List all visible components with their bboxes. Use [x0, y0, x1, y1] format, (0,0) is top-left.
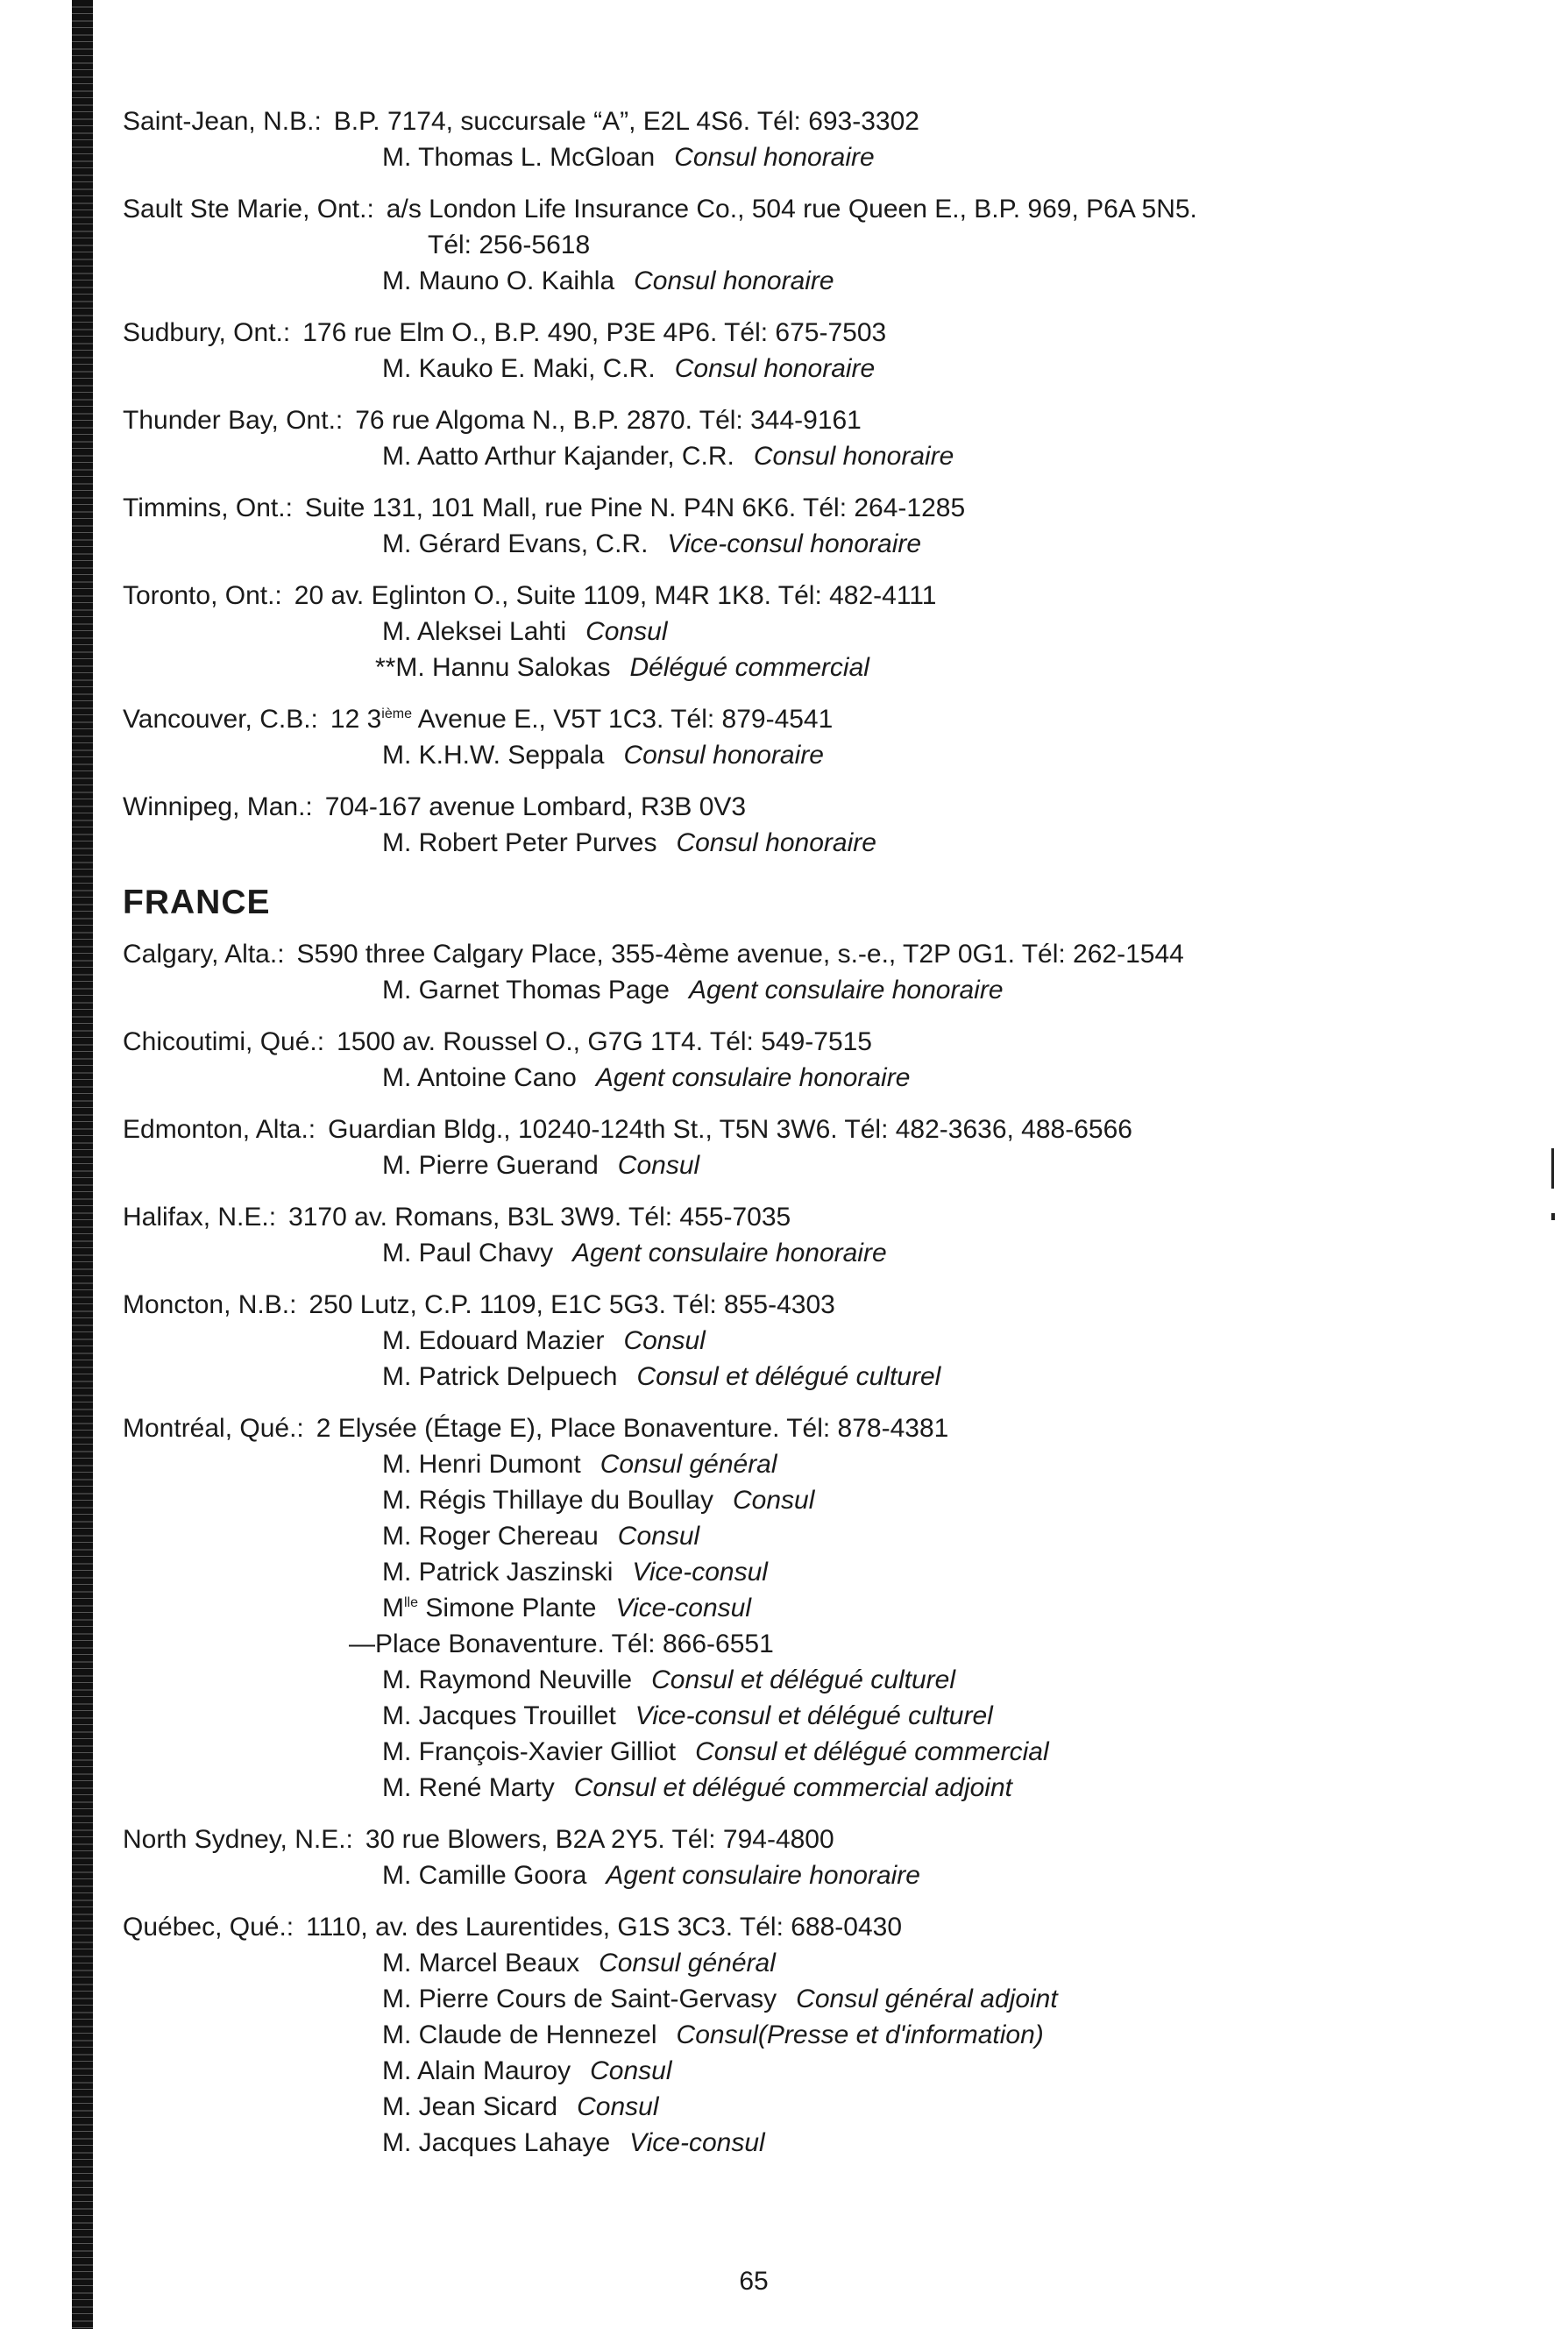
city-label: Moncton, N.B.:: [123, 1290, 297, 1319]
directory-page: [123, 103, 1420, 2176]
entry-chicoutimi: [123, 1024, 1420, 1096]
person-name: M. Alain Mauroy: [382, 2056, 571, 2085]
person-title: Consul général: [600, 1450, 777, 1479]
person-row: [123, 526, 1420, 562]
entry-calgary: [123, 936, 1420, 1008]
address: 1110, av. des Laurentides, G1S 3C3. Tél: 688-0430: [306, 1913, 903, 1942]
person-row: [123, 1359, 1420, 1395]
address: Suite 131, 101 Mall, rue Pine N. P4N 6K6. Tél: 264-1285: [304, 493, 966, 522]
person-title: Consul général adjoint: [796, 1985, 1058, 2013]
person-name: M. Mauno O. Kaihla: [382, 266, 615, 295]
person-row: [123, 1662, 1420, 1698]
person-row: [123, 825, 1420, 861]
person-row: [123, 737, 1420, 773]
person-name: M. Henri Dumont: [382, 1450, 581, 1479]
city-label: Vancouver, C.B.:: [123, 705, 318, 734]
person-name: M. Paul Chavy: [382, 1239, 554, 1267]
person-title: Agent consulaire honoraire: [595, 1063, 911, 1092]
city-label: Saint-Jean, N.B.:: [123, 107, 322, 136]
person-row: [123, 1554, 1420, 1590]
person-row: [123, 1857, 1420, 1893]
person-row: [123, 2089, 1420, 2125]
person-row: [123, 1446, 1420, 1482]
entry-saint-jean: [123, 103, 1420, 175]
person-title: Vice-consul: [615, 1594, 751, 1622]
scan-mark: [1551, 1148, 1554, 1189]
address: 12 3ième Avenue E., V5T 1C3. Tél: 879-4541: [330, 705, 834, 734]
person-name: $M^{lle}$ Simone Plante: [382, 1594, 597, 1622]
person-title: Consul: [617, 1522, 700, 1551]
person-row: [123, 650, 1420, 685]
canada-section: [123, 103, 1420, 861]
person-row: [123, 1482, 1420, 1518]
person-row: [123, 2017, 1420, 2053]
entry-vancouver: [123, 701, 1420, 773]
person-title: Vice-consul et délégué culturel: [635, 1701, 993, 1730]
person-title: Consul(Presse et d'information): [676, 2020, 1044, 2049]
person-row: [123, 351, 1420, 387]
address: 176 rue Elm O., B.P. 490, P3E 4P6. Tél: 675-7503: [302, 318, 887, 347]
city-label: Calgary, Alta.:: [123, 940, 285, 969]
person-title: Consul et délégué culturel: [636, 1362, 941, 1391]
person-title: Consul honoraire: [674, 143, 875, 172]
person-name: M. Robert Peter Purves: [382, 828, 657, 857]
city-label: Sault Ste Marie, Ont.:: [123, 195, 374, 224]
city-label: Edmonton, Alta.:: [123, 1115, 316, 1144]
person-name: **M. Hannu Salokas: [375, 653, 611, 682]
entry-winnipeg: [123, 789, 1420, 861]
address: 250 Lutz, C.P. 1109, E1C 5G3. Tél: 855-4303: [309, 1290, 835, 1319]
person-title: Consul: [732, 1486, 815, 1515]
person-title: Vice-consul: [632, 1558, 768, 1587]
city-label: Timmins, Ont.:: [123, 493, 293, 522]
person-row: [123, 614, 1420, 650]
city-label: Sudbury, Ont.:: [123, 318, 291, 347]
person-row: [123, 2053, 1420, 2089]
scan-artifacts: [1551, 1148, 1557, 1220]
page-binding-edge: [72, 0, 93, 2329]
city-label: Winnipeg, Man.:: [123, 792, 313, 821]
person-name: M. Antoine Cano: [382, 1063, 577, 1092]
person-name: M. Patrick Delpuech: [382, 1362, 618, 1391]
person-title: Délégué commercial: [629, 653, 869, 682]
entry-sudbury: [123, 315, 1420, 387]
person-name: M. René Marty: [382, 1773, 555, 1802]
person-row: [123, 1770, 1420, 1806]
address: S590 three Calgary Place, 355-4ème avenue, s.-e., T2P 0G1. Tél: 262-1544: [296, 940, 1184, 969]
address: 3170 av. Romans, B3L 3W9. Tél: 455-7035: [288, 1203, 791, 1232]
address: B.P. 7174, succursale “A”, E2L 4S6. Tél: 693-3302: [333, 107, 919, 136]
city-label: North Sydney, N.E.:: [123, 1825, 353, 1854]
entry-timmins: [123, 490, 1420, 562]
person-name: M. Edouard Mazier: [382, 1326, 605, 1355]
person-row: [123, 1518, 1420, 1554]
person-name: M. Jacques Trouillet: [382, 1701, 616, 1730]
person-name: M. Claude de Hennezel: [382, 2020, 657, 2049]
entry-montreal: [123, 1410, 1420, 1806]
person-row: [123, 139, 1420, 175]
person-row: [123, 2125, 1420, 2161]
person-name: M. Jean Sicard: [382, 2092, 558, 2121]
entry-moncton: [123, 1287, 1420, 1395]
address: a/s London Life Insurance Co., 504 rue Queen E., B.P. 969, P6A 5N5.: [386, 195, 1197, 224]
person-name: M. Gérard Evans, C.R.: [382, 529, 649, 558]
page-number: 65: [739, 2267, 769, 2296]
person-title: Vice-consul honoraire: [667, 529, 922, 558]
person-title: Vice-consul: [629, 2128, 765, 2157]
city-label: Toronto, Ont.:: [123, 581, 282, 610]
person-title: Consul: [585, 617, 668, 646]
france-section: [123, 936, 1420, 2161]
address: 76 rue Algoma N., B.P. 2870. Tél: 344-9161: [355, 406, 862, 435]
person-title: Consul honoraire: [676, 828, 876, 857]
person-title: Consul et délégué commercial adjoint: [573, 1773, 1012, 1802]
person-title: Consul général: [599, 1949, 776, 1978]
person-row: [123, 263, 1420, 299]
person-name: M. K.H.W. Seppala: [382, 741, 605, 770]
person-row: [123, 1698, 1420, 1734]
person-name: M. Kauko E. Maki, C.R.: [382, 354, 656, 383]
city-label: Chicoutimi, Qué.:: [123, 1027, 325, 1056]
city-label: Québec, Qué.:: [123, 1913, 294, 1942]
person-row: [123, 438, 1420, 474]
person-name: M. Roger Chereau: [382, 1522, 599, 1551]
person-row: [123, 1590, 1420, 1626]
person-name: M. Aleksei Lahti: [382, 617, 567, 646]
person-title: Consul honoraire: [634, 266, 834, 295]
address-continued: Tél: 256-5618: [428, 231, 591, 259]
entry-quebec: [123, 1909, 1420, 2161]
person-title: Consul et délégué culturel: [651, 1665, 955, 1694]
person-title: Consul honoraire: [753, 442, 954, 471]
person-title: Agent consulaire honoraire: [572, 1239, 887, 1267]
person-name: M. Pierre Cours de Saint-Gervasy: [382, 1985, 777, 2013]
person-row: [123, 1323, 1420, 1359]
address: 704-167 avenue Lombard, R3B 0V3: [324, 792, 747, 821]
address: 30 rue Blowers, B2A 2Y5. Tél: 794-4800: [365, 1825, 834, 1854]
person-name: M. Thomas L. McGloan: [382, 143, 656, 172]
person-row: [123, 1981, 1420, 2017]
city-label: Halifax, N.E.:: [123, 1203, 277, 1232]
person-name: M. Raymond Neuville: [382, 1665, 633, 1694]
entry-north-sydney: [123, 1821, 1420, 1893]
address: Guardian Bldg., 10240-124th St., T5N 3W6. Tél: 482-3636, 488-6566: [328, 1115, 1132, 1144]
person-title: Consul honoraire: [674, 354, 876, 383]
person-title: Consul: [590, 2056, 672, 2085]
section-heading-france: FRANCE: [123, 884, 271, 921]
person-name: M. Pierre Guerand: [382, 1151, 599, 1180]
person-name: M. Jacques Lahaye: [382, 2128, 611, 2157]
entry-thunder-bay: [123, 402, 1420, 474]
city-label: Thunder Bay, Ont.:: [123, 406, 344, 435]
entry-sault-ste-marie: [123, 191, 1420, 299]
person-name: M. Camille Goora: [382, 1861, 587, 1890]
person-title: Agent consulaire honoraire: [688, 976, 1004, 1005]
person-title: Agent consulaire honoraire: [606, 1861, 920, 1890]
address: 20 av. Eglinton O., Suite 1109, M4R 1K8. Tél: 482-4111: [294, 581, 937, 610]
person-title: Consul honoraire: [623, 741, 824, 770]
address: 1500 av. Roussel O., G7G 1T4. Tél: 549-7515: [337, 1027, 872, 1056]
person-name: M. Patrick Jaszinski: [382, 1558, 614, 1587]
person-name: M. Marcel Beaux: [382, 1949, 580, 1978]
person-title: Consul: [577, 2092, 659, 2121]
person-name: M. Régis Thillaye du Boullay: [382, 1486, 713, 1515]
person-row: [123, 1945, 1420, 1981]
sub-address: —Place Bonaventure. Tél: 866-6551: [349, 1630, 774, 1658]
entry-edmonton: [123, 1111, 1420, 1183]
person-row: [123, 1734, 1420, 1770]
address: 2 Elysée (Étage E), Place Bonaventure. Tél: 878-4381: [316, 1414, 949, 1443]
person-title: Consul: [617, 1151, 700, 1180]
person-row: [123, 972, 1420, 1008]
person-row: [123, 1060, 1420, 1096]
entry-toronto: [123, 578, 1420, 685]
person-name: M. François-Xavier Gilliot: [382, 1737, 677, 1766]
entry-halifax: [123, 1199, 1420, 1271]
person-row: [123, 1147, 1420, 1183]
city-label: Montréal, Qué.:: [123, 1414, 304, 1443]
scan-mark: [1551, 1213, 1555, 1220]
person-row: [123, 1235, 1420, 1271]
person-name: M. Aatto Arthur Kajander, C.R.: [382, 442, 734, 471]
person-name: M. Garnet Thomas Page: [382, 976, 670, 1005]
person-title: Consul: [623, 1326, 706, 1355]
person-title: Consul et délégué commercial: [695, 1737, 1049, 1766]
